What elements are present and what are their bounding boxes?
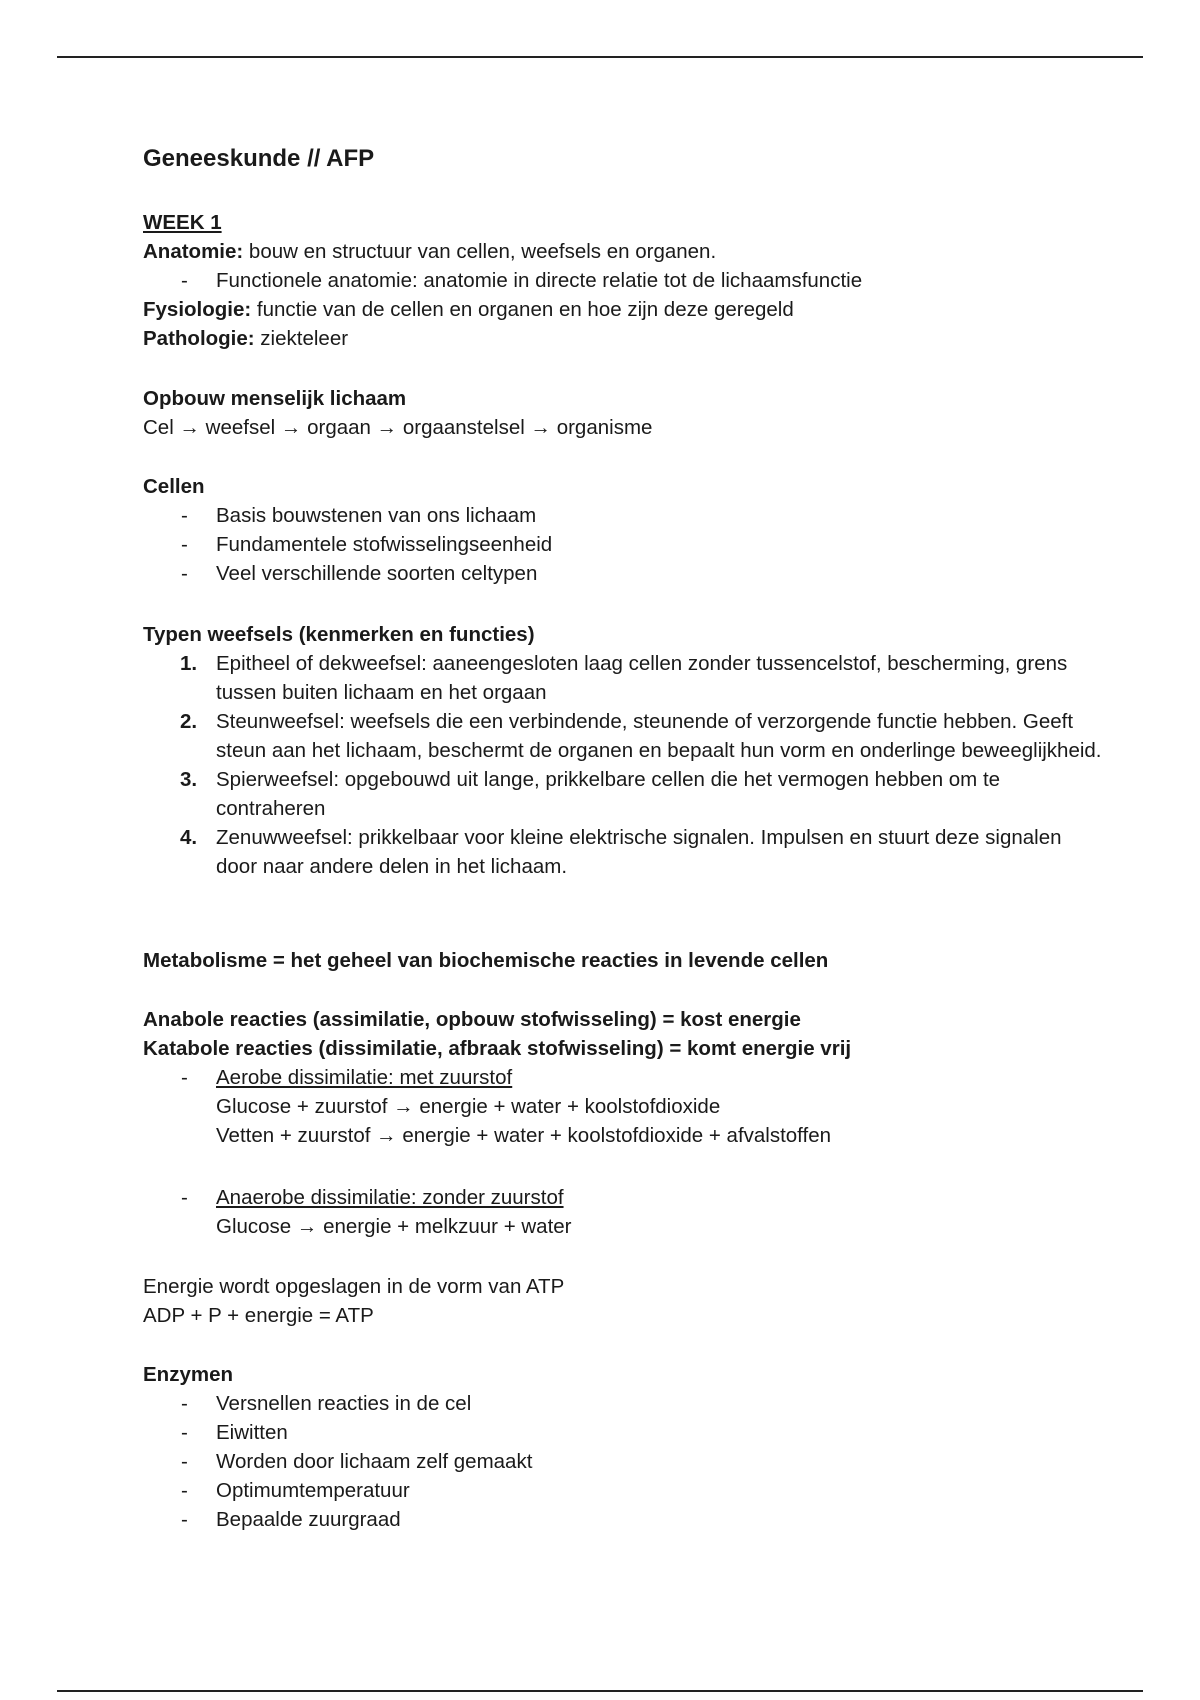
chain-step: orgaan [307, 416, 371, 439]
anaerobe-label: Anaerobe dissimilatie: zonder zuurstof [216, 1186, 564, 1209]
chain-step: Cel [143, 416, 174, 439]
bullet-marker: - [181, 533, 188, 556]
energie-line: Energie wordt opgeslagen in de vorm van ATP [143, 1275, 565, 1298]
equation-part: Glucose + zuurstof [216, 1095, 394, 1118]
definition-anatomie [143, 237, 1103, 266]
definition-fysiologie [143, 295, 1103, 324]
list-item-text: Bepaalde zuurgraad [216, 1508, 401, 1531]
list-item [143, 1389, 1103, 1418]
numbered-item [143, 765, 1103, 823]
definition-term: Anatomie: [143, 240, 244, 263]
list-item [143, 1476, 1103, 1505]
aerobe-equation-1 [143, 1092, 1103, 1121]
atp-line: ADP + P + energie = ATP [143, 1304, 374, 1327]
chain-step: organisme [556, 416, 653, 439]
footer-rule [57, 1690, 1143, 1692]
item-number: 3. [180, 768, 198, 791]
opbouw-chain [143, 413, 1103, 442]
list-item-text: Functionele anatomie: anatomie in directe relatie tot de lichaamsfunctie [216, 269, 863, 292]
metabolisme-definition: Metabolisme = het geheel van biochemische reacties in levende cellen [143, 949, 829, 972]
atp-section [143, 1272, 1103, 1330]
list-item [143, 530, 1103, 559]
equation-part: Vetten + zuurstof [216, 1124, 377, 1147]
bullet-marker: - [181, 269, 188, 292]
enzymen-section [143, 1360, 1103, 1534]
arrow-right-icon: → [376, 416, 398, 439]
section-heading: Cellen [143, 475, 205, 498]
definition-term: Pathologie: [143, 327, 255, 350]
cellen-section [143, 472, 1103, 588]
bullet-marker: - [181, 504, 188, 527]
chain-step: orgaanstelsel [402, 416, 525, 439]
list-item [143, 501, 1103, 530]
bullet-marker: - [181, 1392, 188, 1415]
chain-step: weefsel [205, 416, 276, 439]
arrow-right-icon: → [179, 416, 200, 439]
item-number: 2. [180, 710, 198, 733]
week-1-section [143, 208, 1103, 353]
arrow-right-icon: → [280, 416, 302, 439]
section-heading: Opbouw menselijk lichaam [143, 387, 407, 410]
week-heading: WEEK 1 [143, 211, 222, 234]
numbered-item-text: Spierweefsel: opgebouwd uit lange, prikkelbare cellen die het vermogen hebben om te contraheren [216, 768, 1001, 820]
numbered-item [143, 707, 1103, 765]
definition-text: bouw en structuur van cellen, weefsels en organen. [243, 240, 717, 263]
list-item-text: Eiwitten [216, 1421, 288, 1444]
list-item [143, 1447, 1103, 1476]
definition-text: ziekteleer [254, 327, 349, 350]
arrow-right-icon: → [376, 1124, 397, 1147]
item-number: 1. [180, 652, 198, 675]
bullet-marker: - [181, 1450, 188, 1473]
aerobe-equation-2 [143, 1121, 1103, 1150]
anabole-line: Anabole reacties (assimilatie, opbouw stofwisseling) = kost energie [143, 1008, 801, 1031]
bullet-marker: - [181, 1479, 188, 1502]
metabolisme-section [143, 946, 1103, 975]
document-title: Geneeskunde // AFP [143, 145, 375, 172]
equation-part: energie + melkzuur + water [317, 1215, 572, 1238]
definition-term: Fysiologie: [143, 298, 252, 321]
definition-pathologie [143, 324, 1103, 353]
bullet-marker: - [181, 1508, 188, 1531]
bullet-marker: - [181, 1421, 188, 1444]
equation-part: Glucose [216, 1215, 297, 1238]
list-item [143, 1418, 1103, 1447]
bullet-marker: - [181, 1186, 188, 1209]
anaerobe-section [143, 1183, 1103, 1241]
list-item-text: Veel verschillende soorten celtypen [216, 562, 538, 585]
bullet-marker: - [181, 562, 188, 585]
list-item-text: Fundamentele stofwisselingseenheid [216, 533, 553, 556]
aerobe-label: Aerobe dissimilatie: met zuurstof [216, 1066, 513, 1089]
header-rule [57, 56, 1143, 58]
list-item-text: Optimumtemperatuur [216, 1479, 410, 1502]
list-item [143, 1063, 1103, 1092]
katabole-line: Katabole reacties (dissimilatie, afbraak stofwisseling) = komt energie vrij [143, 1037, 852, 1060]
definition-text: functie van de cellen en organen en hoe zijn deze geregeld [251, 298, 794, 321]
bullet-marker: - [181, 1066, 188, 1089]
numbered-item [143, 823, 1103, 881]
numbered-item-text: Zenuwweefsel: prikkelbaar voor kleine elektrische signalen. Impulsen en stuurt deze signalen door naar andere delen in het lichaam. [216, 826, 1062, 878]
equation-part: energie + water + koolstofdioxide + afvalstoffen [396, 1124, 832, 1147]
numbered-item-text: Epitheel of dekweefsel: aaneengesloten laag cellen zonder tussencelstof, bescherming, grens tussen buiten lichaam en het orgaan [216, 652, 1068, 704]
list-item-text: Worden door lichaam zelf gemaakt [216, 1450, 533, 1473]
section-heading: Typen weefsels (kenmerken en functies) [143, 623, 535, 646]
anaerobe-equation [143, 1212, 1103, 1241]
list-item [143, 559, 1103, 588]
list-item-text: Versnellen reacties in de cel [216, 1392, 472, 1415]
arrow-right-icon: → [296, 1215, 318, 1238]
equation-part: energie + water + koolstofdioxide [413, 1095, 721, 1118]
numbered-item [143, 649, 1103, 707]
weefsels-section [143, 620, 1103, 881]
list-item [143, 1505, 1103, 1534]
list-item [143, 1183, 1103, 1212]
opbouw-section [143, 384, 1103, 442]
arrow-right-icon: → [393, 1095, 414, 1118]
list-item [143, 266, 1103, 295]
section-heading: Enzymen [143, 1363, 233, 1386]
list-item-text: Basis bouwstenen van ons lichaam [216, 504, 537, 527]
arrow-right-icon: → [530, 416, 551, 439]
numbered-item-text: Steunweefsel: weefsels die een verbindende, steunende of verzorgende functie hebben. Geeft steun aan het lichaam, beschermt de organen en bepaalt hun vorm en onderlinge beweeglijkheid. [216, 710, 1102, 762]
reacties-section [143, 1005, 1103, 1150]
item-number: 4. [180, 826, 198, 849]
